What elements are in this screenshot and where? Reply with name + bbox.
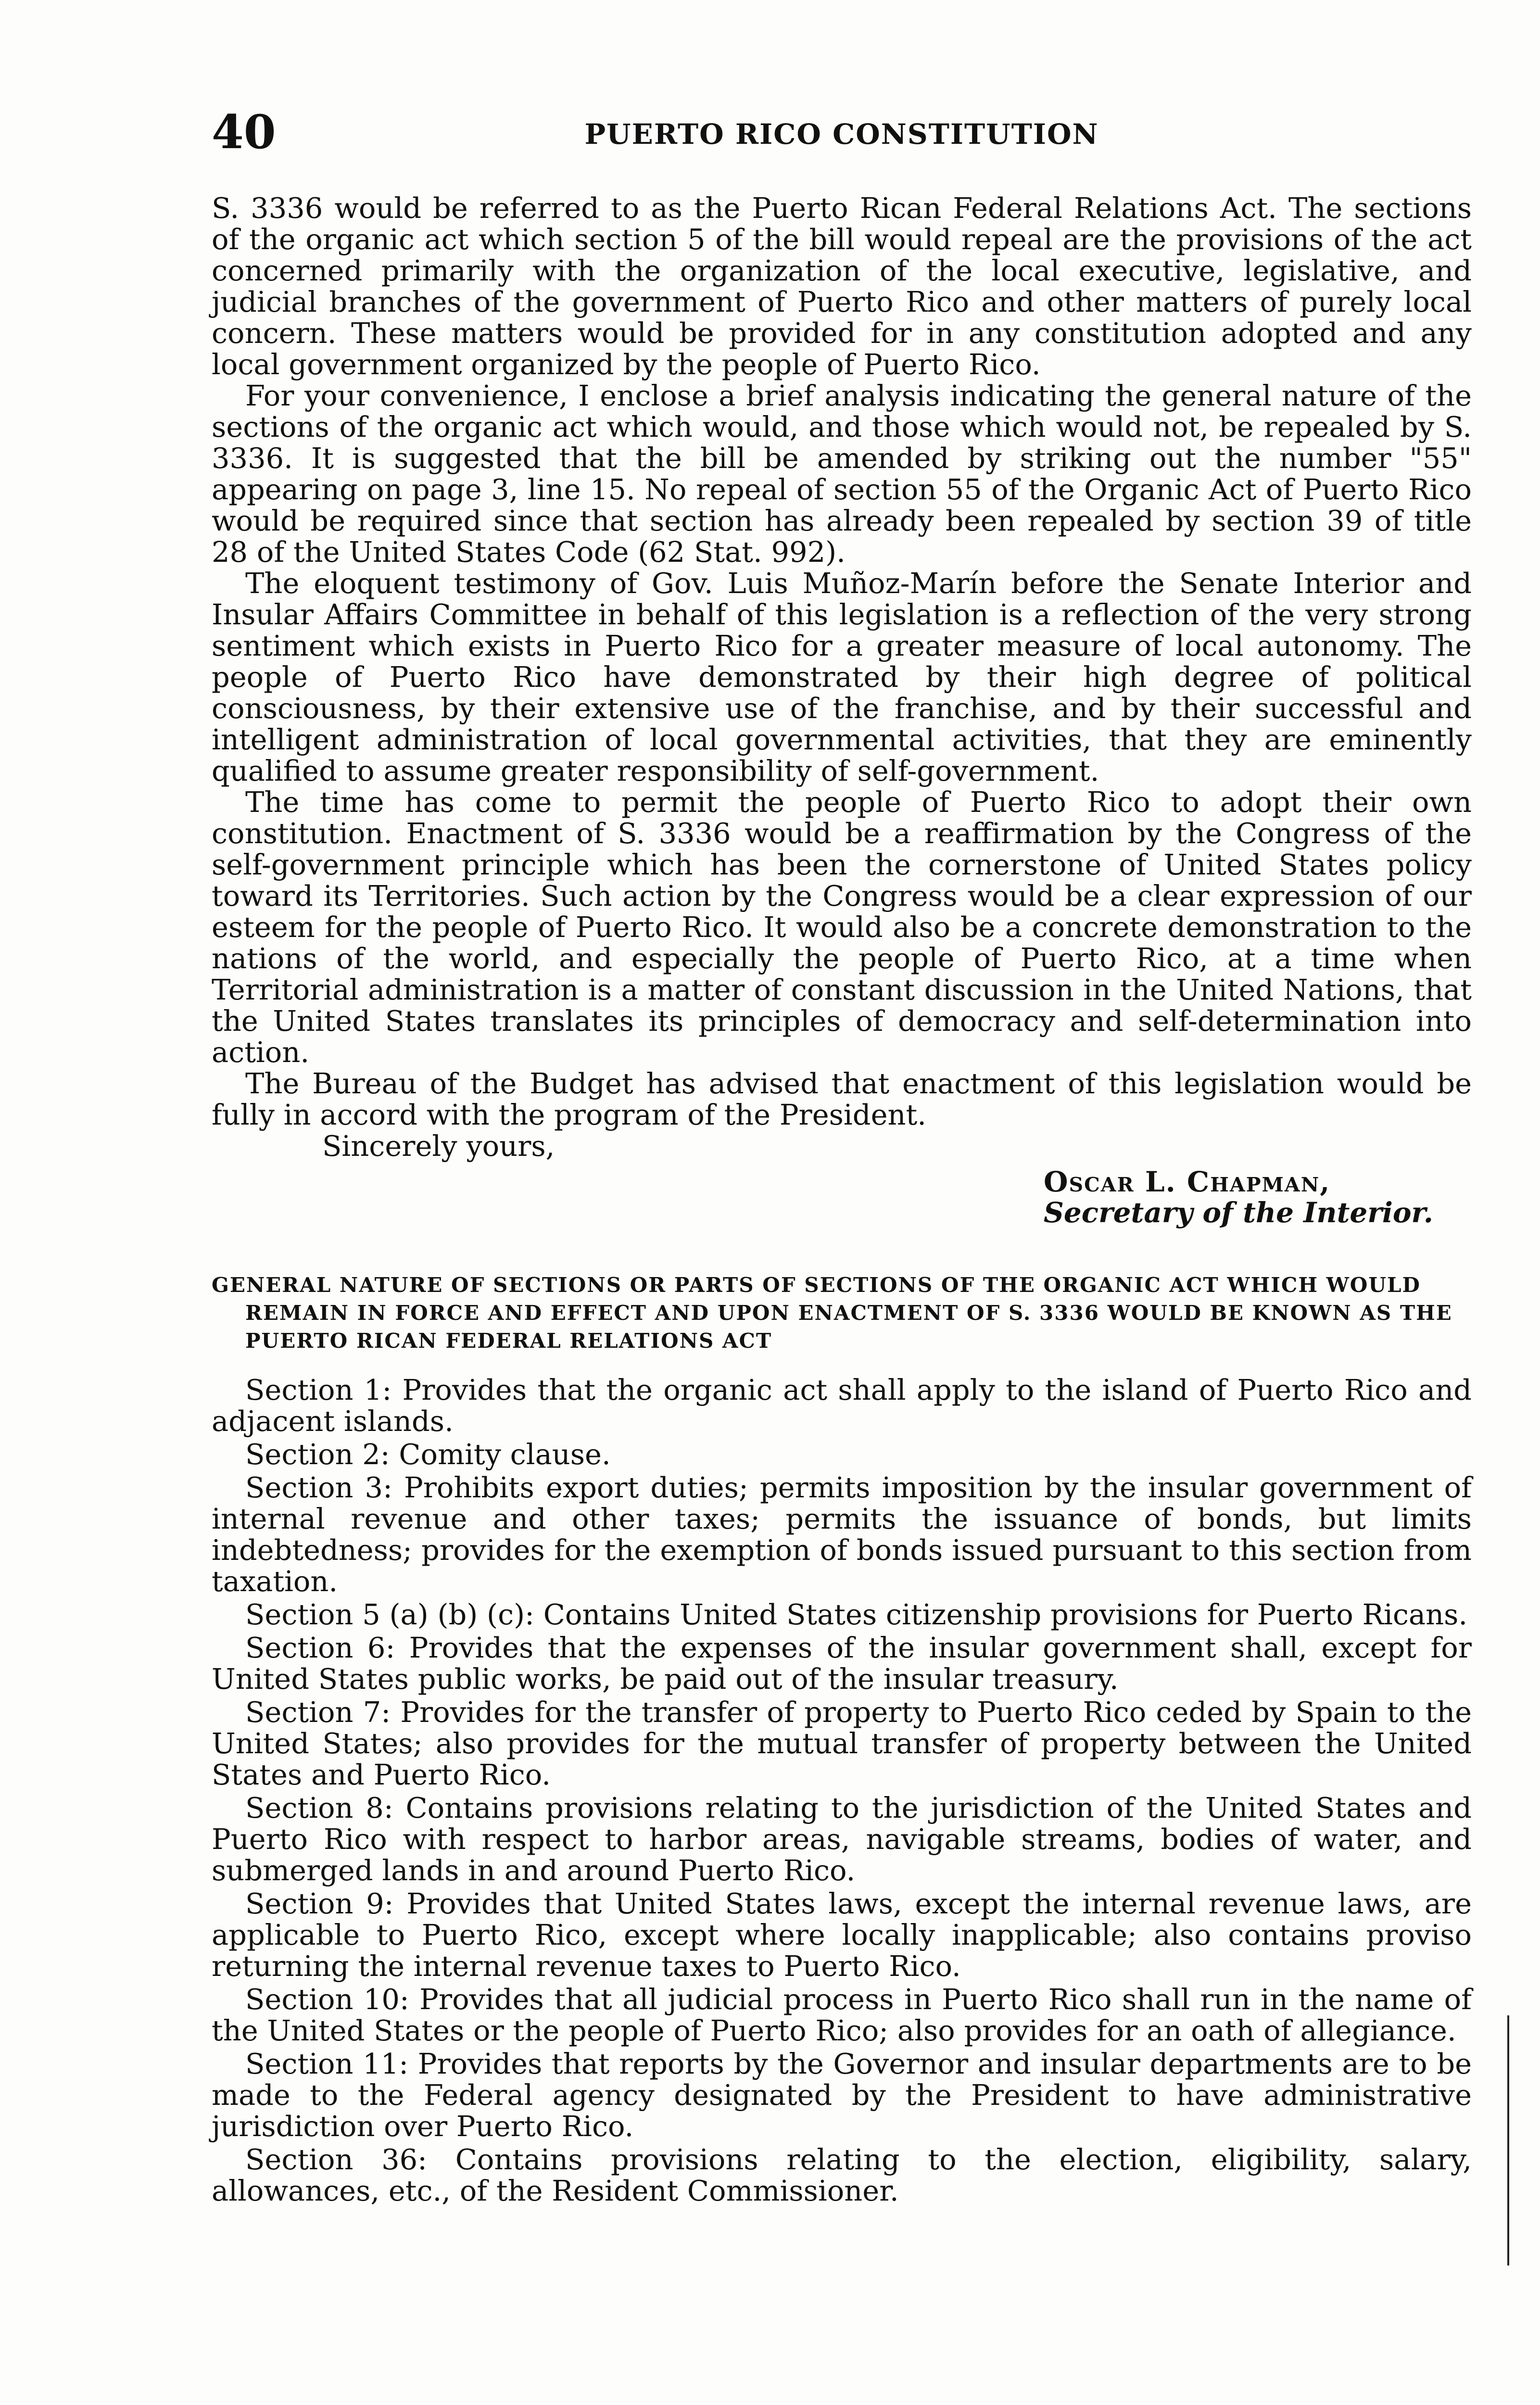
- section-item: Section 3: Prohibits export duties; permits imposition by the insular government of internal revenue and other taxes; permits the issuance of bonds, but limits indebtedness; provides for the exemption of bonds issued pursuant to this section from taxation.: [212, 1471, 1472, 1598]
- margin-rule: [1507, 2015, 1509, 2266]
- letter-paragraph: For your convenience, I enclose a brief analysis indicating the general nature of the sections of the organic act which would, and those which would not, be repealed by S. 3336. It is suggested that the bill be amended by striking out the number "55" appearing on page 3, line 15. No repeal of section 55 of the Organic Act of Puerto Rico would be required since that section has already been repealed by section 39 of title 28 of the United States Code (62 Stat. 992).: [212, 379, 1472, 569]
- page-body: [212, 192, 1472, 2206]
- section-item: Section 5 (a) (b) (c): Contains United States citizenship provisions for Puerto Ricans.: [245, 1598, 1468, 1631]
- section-item: Section 6: Provides that the expenses of the insular government shall, except for United States public works, be paid out of the insular treasury.: [212, 1631, 1472, 1696]
- analysis-heading: GENERAL NATURE OF SECTIONS OR PARTS OF SECTIONS OF THE ORGANIC ACT WHICH WOULD REMAIN IN FORCE AND EFFECT AND UPON ENACTMENT OF S. 3336 WOULD BE KNOWN AS THE PUERTO RICAN FEDERAL RELATIONS ACT: [212, 1273, 1452, 1353]
- page-header: [212, 106, 1472, 159]
- letter-paragraph: The time has come to permit the people of Puerto Rico to adopt their own constitution. Enactment of S. 3336 would be a reaffirmation by the Congress of the self-government principle which has been the cornerstone of United States policy toward its Territories. Such action by the Congress would be a clear expression of our esteem for the people of Puerto Rico. It would also be a concrete demonstration to the nations of the world, and especially the people of Puerto Rico, at a time when Territorial administration is a matter of constant discussion in the United Nations, that the United States translates its principles of democracy and self-determination into action.: [212, 785, 1472, 1069]
- signature-title: Secretary of the Interior.: [1044, 1196, 1433, 1229]
- running-title: PUERTO RICO CONSTITUTION: [584, 118, 1099, 151]
- section-item: Section 36: Contains provisions relating to the election, eligibility, salary, allowances, etc., of the Resident Commissioner.: [212, 2143, 1472, 2207]
- section-item: Section 1: Provides that the organic act shall apply to the island of Puerto Rico and adjacent islands.: [212, 1373, 1472, 1438]
- section-item: Section 7: Provides for the transfer of property to Puerto Rico ceded by Spain to the United States; also provides for the mutual transfer of property between the United States and Puerto Rico.: [212, 1696, 1472, 1791]
- letter-closing: Sincerely yours,: [322, 1129, 555, 1163]
- letter-paragraph: S. 3336 would be referred to as the Puerto Rican Federal Relations Act. The sections of the organic act which section 5 of the bill would repeal are the provisions of the act concerned primarily with the organization of the local executive, legislative, and judicial branches of the government of Puerto Rico and other matters of purely local concern. These matters would be provided for in any constitution adopted and any local government organized by the people of Puerto Rico.: [212, 191, 1472, 381]
- signature-block: [1044, 1166, 1472, 1228]
- section-list: [212, 1374, 1472, 2206]
- section-item: Section 2: Comity clause.: [245, 1438, 611, 1471]
- section-item: Section 11: Provides that reports by the Governor and insular departments are to be made to the Federal agency designated by the President to have administrative jurisdiction over Puerto Rico.: [212, 2047, 1472, 2143]
- letter-paragraph: The eloquent testimony of Gov. Luis Muñoz-Marín before the Senate Interior and Insular Affairs Committee in behalf of this legislation is a reflection of the very strong sentiment which exists in Puerto Rico for a greater measure of local autonomy. The people of Puerto Rico have demonstrated by their high degree of political consciousness, by their extensive use of the franchise, and by their successful and intelligent administration of local governmental activities, that they are eminently qualified to assume greater responsibility of self-government.: [212, 567, 1472, 787]
- letter-paragraph: The Bureau of the Budget has advised that enactment of this legislation would be fully in accord with the program of the President.: [212, 1067, 1472, 1131]
- page-number: 40: [212, 105, 276, 159]
- section-item: Section 9: Provides that United States laws, except the internal revenue laws, are applicable to Puerto Rico, except where locally inapplicable; also contains proviso returning the internal revenue taxes to Puerto Rico.: [212, 1887, 1472, 1983]
- section-item: Section 8: Contains provisions relating to the jurisdiction of the United States and Puerto Rico with respect to harbor areas, navigable streams, bodies of water, and submerged lands in and around Puerto Rico.: [212, 1791, 1472, 1887]
- section-item: Section 10: Provides that all judicial process in Puerto Rico shall run in the name of the United States or the people of Puerto Rico; also provides for an oath of allegiance.: [212, 1983, 1472, 2047]
- signature-name: Oscar L. Chapman,: [1044, 1165, 1331, 1198]
